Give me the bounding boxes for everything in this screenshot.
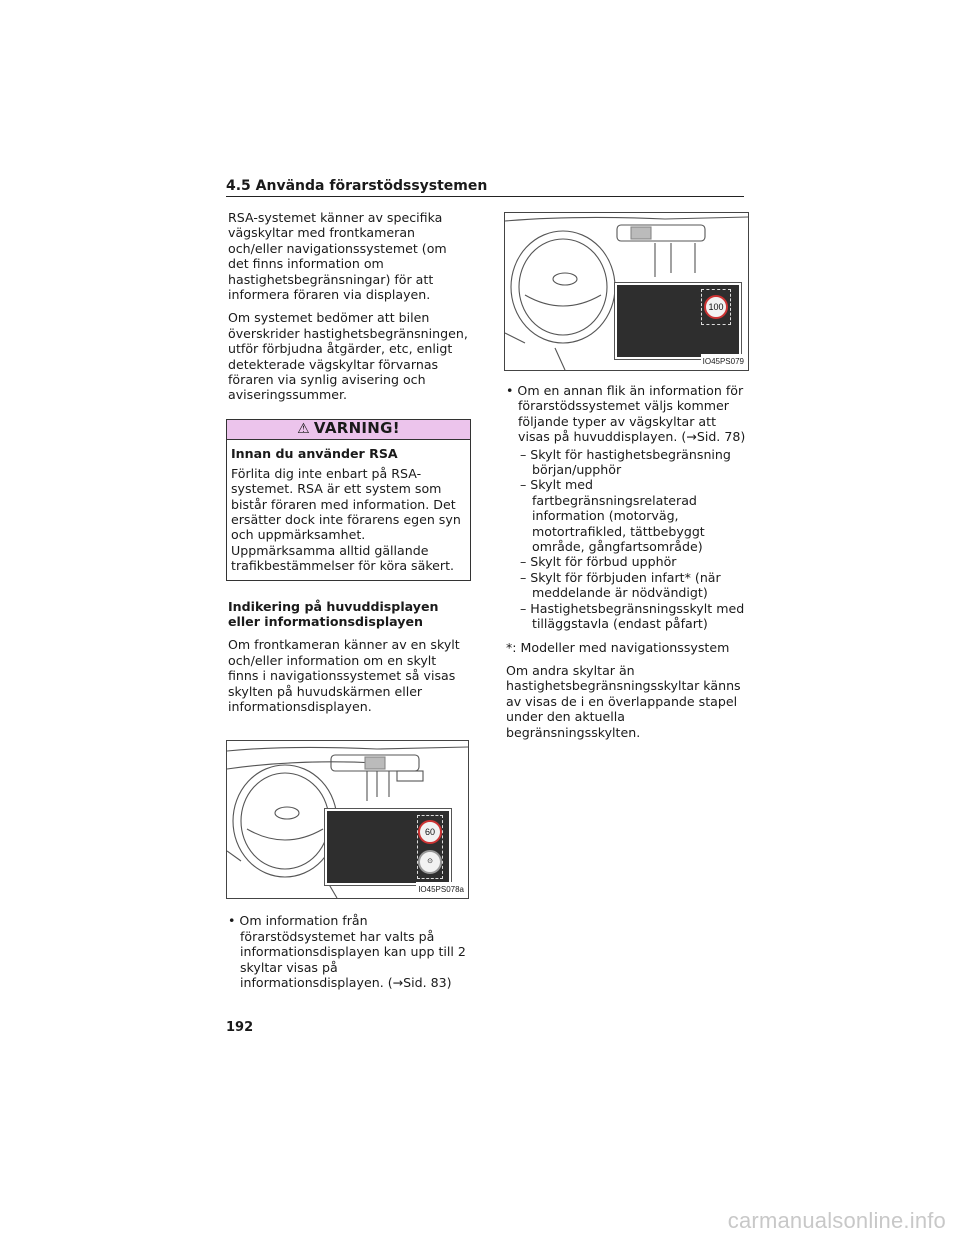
- dash-item: – Skylt för förbjuden infart* (när meddelande är nödvändigt): [520, 569, 721, 601]
- warning-triangle-icon: ⚠: [297, 420, 310, 437]
- dashboard-illustration: [226, 740, 469, 899]
- footnote: *: Modeller med navigationssystem: [506, 639, 730, 655]
- sign-stack: [417, 815, 443, 879]
- warning-body: [227, 440, 470, 579]
- dash-item: – Skylt för hastighetsbegränsning början/upphör: [520, 446, 731, 478]
- dashboard-illustration: [504, 212, 749, 371]
- watermark: carmanualsonline.info: [727, 1208, 946, 1233]
- warning-title: VARNING!: [313, 418, 400, 437]
- bullet-item: • Om en annan flik än information för förarstödssystemet väljs kommer följande typer av vägskyltar att visas på huvuddisplayen. (→Sid. 78): [506, 383, 746, 445]
- secondary-sign-icon: ⊙: [418, 850, 442, 874]
- paragraph: RSA-systemet känner av specifika vägskyltar med frontkameran och/eller navigationssystemet (om det finns information om hastighetsbegränsningar) för att informera föraren via displayen.: [228, 210, 447, 303]
- warning-box: [226, 419, 471, 581]
- dash-item: – Hastighetsbegränsningsskylt med tilläggstavla (endast påfart): [520, 600, 745, 632]
- left-column: [228, 210, 470, 992]
- page-number: 192: [226, 1020, 254, 1035]
- main-display: [615, 283, 741, 359]
- figure-label: IO45PS079: [701, 354, 746, 369]
- speed-limit-sign-icon: 100: [704, 295, 728, 319]
- warning-header: [227, 420, 470, 440]
- dash-item: – Skylt med fartbegränsningsrelaterad information (motorväg, motortrafikled, tättbebyggt område, gångfartsområde): [520, 477, 705, 555]
- right-column: [506, 212, 746, 748]
- paragraph: Om frontkameran känner av en skylt och/eller information om en skylt finns i navigationssystemet så visas skylten på huvudskärmen eller informationsdisplayen.: [228, 637, 460, 714]
- sign-stack: [701, 289, 731, 325]
- speed-limit-sign-icon: 60: [418, 820, 442, 844]
- bullet-item: • Om information från förarstödsystemet har valts på informationsdisplayen kan upp till 2 skyltar visas på informationsdisplayen. (→Sid. 83): [228, 913, 466, 990]
- paragraph: Om systemet bedömer att bilen överskrider hastighetsbegränsningen, utför förbjudna åtgärder, etc, enligt detekterade vägskyltar förvarnas föraren via synlig avisering och aviseringssummer.: [228, 310, 468, 403]
- dash-item: – Skylt för förbud upphör: [520, 554, 677, 570]
- warning-heading: Innan du använder RSA: [231, 446, 398, 462]
- information-display: [325, 809, 451, 885]
- section-header: 4.5 Använda förarstödssystemen: [226, 178, 744, 197]
- warning-text: Förlita dig inte enbart på RSA-systemet. RSA är ett system som bistår föraren med information. Det ersätter dock inte förarens egen syn och uppmärksamhet. Uppmärksamma alltid gällande trafikbestämmelser för köra säkert.: [231, 465, 461, 574]
- sub-heading: Indikering på huvuddisplayen eller informationsdisplayen: [228, 598, 439, 629]
- paragraph: Om andra skyltar än hastighetsbegränsningsskyltar känns av visas de i en överlappande stapel under den aktuella begränsningsskylten.: [506, 662, 741, 740]
- figure-label: IO45PS078a: [416, 882, 466, 897]
